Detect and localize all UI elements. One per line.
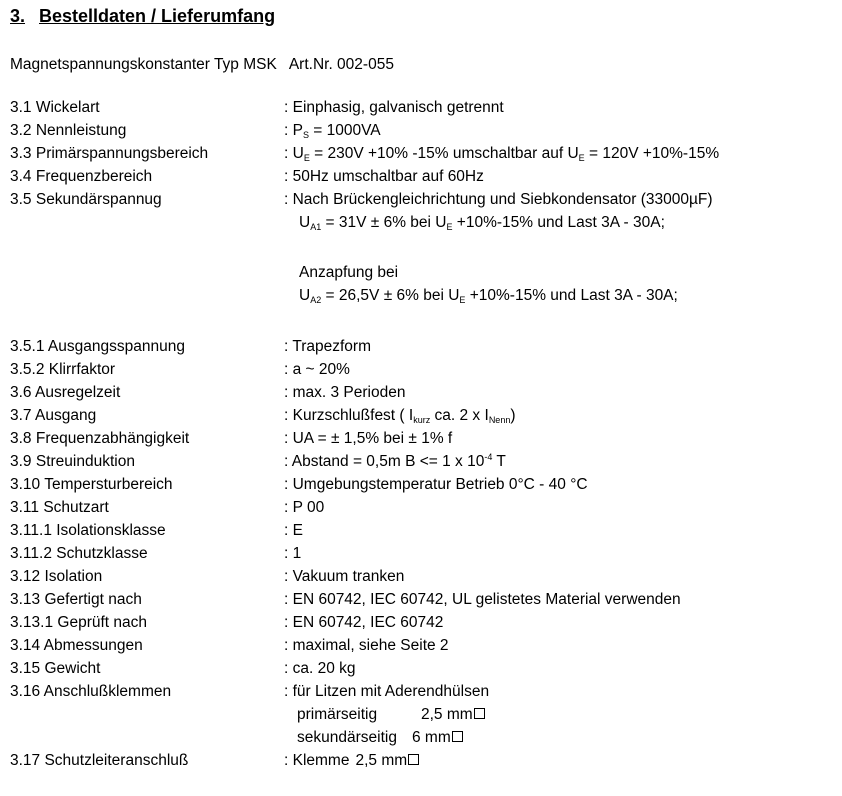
- spec-value: : $U_E = 230V +10\%$ -15% umschaltbar auf $U_E = 120V +10\%-15\%$: [284, 145, 720, 163]
- spec-label: 3.5 Sekundärspannug: [10, 191, 162, 208]
- square-unit-icon: [452, 731, 463, 742]
- square-unit-icon: [408, 754, 419, 765]
- primary-side-label: primärseitig: [297, 706, 378, 723]
- spec-value: : ca. 20 kg: [284, 660, 356, 677]
- product-line: [10, 56, 394, 74]
- section-number: 3.: [10, 6, 26, 26]
- secondary-side-label: sekundärseitig: [297, 729, 397, 746]
- spec-value: : max. 3 Perioden: [284, 384, 406, 401]
- tap-label: Anzapfung bei: [299, 264, 399, 281]
- spec-value: : a ~ 20%: [284, 361, 350, 378]
- spec-value: : Klemme 2,5 mm: [284, 752, 419, 770]
- section-heading: [10, 6, 275, 27]
- product-name: Magnetspannungskonstanter Typ MSK: [10, 56, 277, 73]
- spec-label: 3.13 Gefertigt nach: [10, 591, 142, 608]
- spec-value-continued: $U_{A2} = 26,5V \pm 6\%$ bei $U_E +10\%-15\%$ und Last 3A - 30A;: [299, 287, 678, 305]
- spec-value: : Vakuum tranken: [284, 568, 405, 585]
- spec-value: : EN 60742, IEC 60742: [284, 614, 444, 631]
- spec-label: 3.12 Isolation: [10, 568, 103, 585]
- spec-value-continued: $U_{A1} = 31V \pm 6\%$ bei $U_E +10\%-15\%$ und Last 3A - 30A;: [299, 214, 665, 232]
- spec-value: : Einphasig, galvanisch getrennt: [284, 99, 504, 116]
- spec-label: 3.2 Nennleistung: [10, 122, 127, 139]
- spec-value: : P 00: [284, 499, 325, 516]
- spec-value: : Trapezform: [284, 338, 371, 355]
- spec-value: : für Litzen mit Aderendhülsen: [284, 683, 490, 700]
- spec-label: 3.5.2 Klirrfaktor: [10, 361, 116, 378]
- spec-label: 3.15 Gewicht: [10, 660, 101, 677]
- square-unit-icon: [474, 708, 485, 719]
- spec-label: 3.11.1 Isolationsklasse: [10, 522, 166, 539]
- spec-label: 3.5.1 Ausgangsspannung: [10, 338, 185, 355]
- spec-label: 3.7 Ausgang: [10, 407, 97, 424]
- spec-label: 3.11 Schutzart: [10, 499, 109, 516]
- spec-label: 3.11.2 Schutzklasse: [10, 545, 148, 562]
- secondary-side-value: 6 mm: [412, 729, 463, 747]
- spec-value: : $P_S = 1000VA$: [284, 122, 381, 140]
- spec-value: : Umgebungstemperatur Betrieb 0°C - 40 °C: [284, 476, 588, 493]
- spec-label: 3.9 Streuinduktion: [10, 453, 135, 470]
- spec-label: 3.16 Anschlußklemmen: [10, 683, 172, 700]
- spec-value: : 1: [284, 545, 302, 562]
- spec-label: 3.10 Tempersturbereich: [10, 476, 173, 493]
- spec-value: : EN 60742, IEC 60742, UL gelistetes Material verwenden: [284, 591, 681, 608]
- spec-label: 3.4 Frequenzbereich: [10, 168, 153, 185]
- spec-label: 3.1 Wickelart: [10, 99, 100, 116]
- primary-side-value: 2,5 mm: [421, 706, 485, 724]
- article-number: Art.Nr. 002-055: [288, 56, 394, 73]
- section-title: Bestelldaten / Lieferumfang: [39, 6, 276, 26]
- spec-label: 3.8 Frequenzabhängigkeit: [10, 430, 190, 447]
- spec-value: : Kurzschlußfest ( $I_{kurz}$ ca. 2 x $I_{Nenn}$): [284, 407, 516, 425]
- spec-value: : Nach Brückengleichrichtung und Siebkondensator (33000µF): [284, 191, 713, 208]
- spec-value: : UA = ± 1,5% bei ± 1% f: [284, 430, 453, 447]
- spec-label: 3.14 Abmessungen: [10, 637, 143, 654]
- spec-label: 3.17 Schutzleiteranschluß: [10, 752, 189, 769]
- spec-label: 3.6 Ausregelzeit: [10, 384, 121, 401]
- spec-value: : E: [284, 522, 303, 539]
- spec-label: 3.13.1 Geprüft nach: [10, 614, 148, 631]
- spec-label: 3.3 Primärspannungsbereich: [10, 145, 209, 162]
- spec-value: : 50Hz umschaltbar auf 60Hz: [284, 168, 484, 185]
- spec-value: : Abstand = 0,5m B <= 1 x $10^{-4}$ T: [284, 452, 506, 470]
- spec-value: : maximal, siehe Seite 2: [284, 637, 449, 654]
